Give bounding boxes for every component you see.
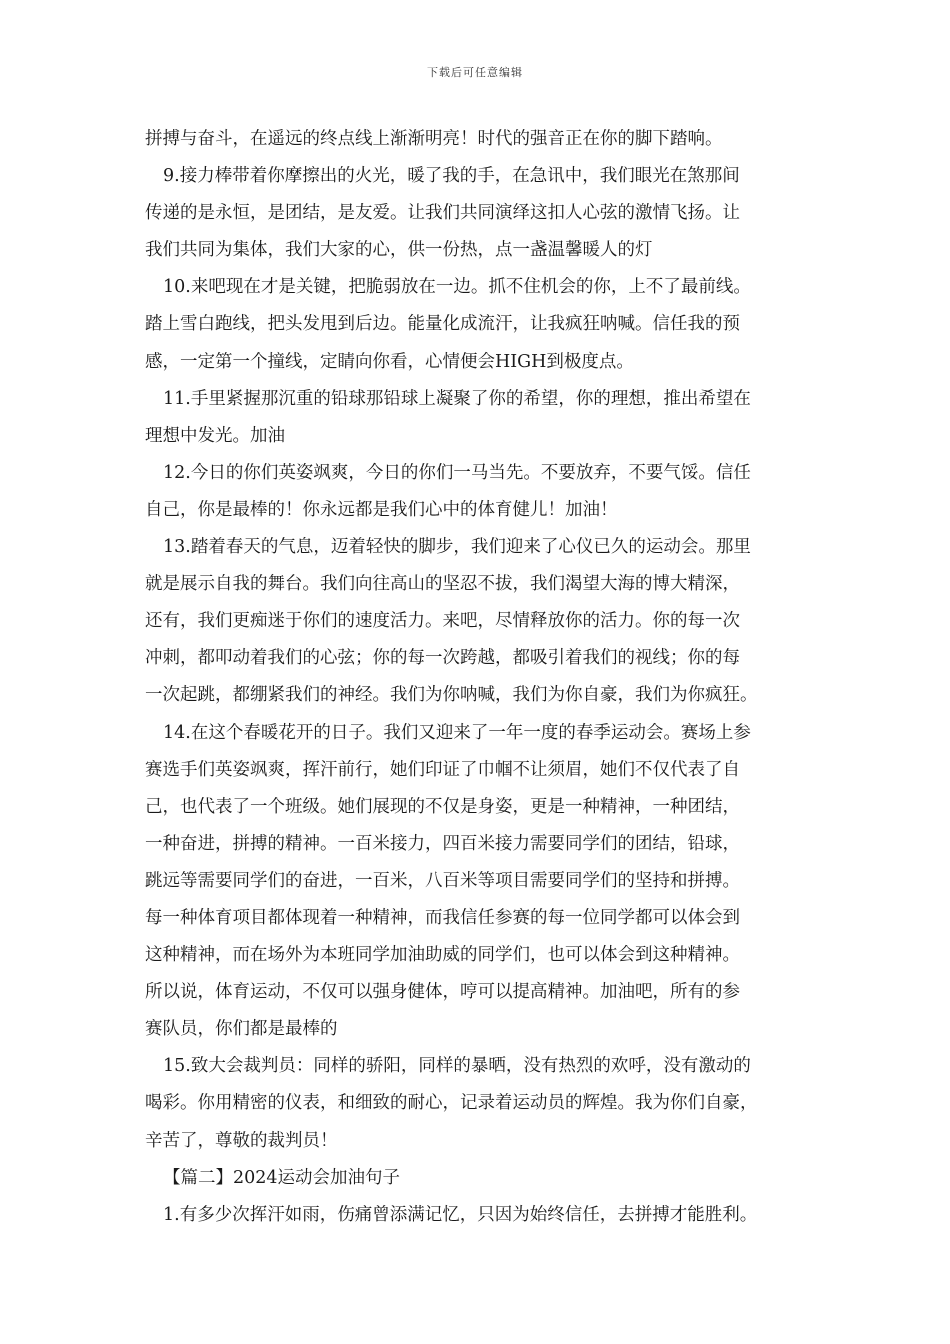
text-line: 理想中发光。加油 [145,425,285,446]
text-line: 一次起跳，都绷紧我们的神经。我们为你呐喊，我们为你自豪，我们为你疯狂。 [145,685,758,706]
text-line: 这种精神，而在场外为本班同学加油助威的同学们，也可以体会到这种精神。 [145,945,740,966]
text-line: 15.致大会裁判员：同样的骄阳，同样的暴晒，没有热烈的欢呼，没有激动的 [163,1056,751,1077]
page-header: 下载后可任意编辑 [427,66,523,79]
text-line: 踏上雪白跑线，把头发甩到后边。能量化成流汗，让我疯狂呐喊。信任我的预 [145,314,740,335]
text-line: 【篇二】2024运动会加油句子 [163,1167,401,1188]
text-line: 感，一定第一个撞线，定睛向你看，心情便会HIGH到极度点。 [145,351,634,372]
text-line: 一种奋进，拼搏的精神。一百米接力，四百米接力需要同学们的团结，铅球， [145,833,740,854]
text-line: 自己，你是最棒的！你永远都是我们心中的体育健儿！加油！ [145,499,618,520]
text-line: 传递的是永恒，是团结，是友爱。让我们共同演绎这扣人心弦的激情飞扬。让 [145,203,740,224]
text-line: 11.手里紧握那沉重的铅球那铅球上凝聚了你的希望，你的理想，推出希望在 [163,388,751,409]
text-line: 跳远等需要同学们的奋进，一百米，八百米等项目需要同学们的坚持和拼搏。 [145,870,740,891]
text-line: 己，也代表了一个班级。她们展现的不仅是身姿，更是一种精神，一种团结， [145,796,740,817]
text-line: 14.在这个春暖花开的日子。我们又迎来了一年一度的春季运动会。赛场上参 [163,722,751,743]
text-line: 9.接力棒带着你摩擦出的火光，暖了我的手，在急讯中，我们眼光在煞那间 [163,166,740,187]
text-line: 我们共同为集体，我们大家的心，供一份热，点一盏温馨暖人的灯 [145,240,653,261]
text-line: 12.今日的你们英姿飒爽，今日的你们一马当先。不要放弃，不要气馁。信任 [163,462,751,483]
text-line: 辛苦了，尊敬的裁判员！ [145,1130,338,1151]
text-line: 赛队员，你们都是最棒的 [145,1019,338,1040]
text-line: 每一种体育项目都体现着一种精神，而我信任参赛的每一位同学都可以体会到 [145,907,740,928]
text-line: 赛选手们英姿飒爽，挥汗前行，她们印证了巾帼不让须眉，她们不仅代表了自 [145,759,740,780]
text-line: 拼搏与奋斗，在遥远的终点线上渐渐明亮！时代的强音正在你的脚下踏响。 [145,129,723,149]
text-line: 所以说，体育运动，不仅可以强身健体，哼可以提高精神。加油吧，所有的参 [145,982,740,1003]
document-body [145,121,825,1234]
text-line: 10.来吧现在才是关键，把脆弱放在一边。抓不住机会的你，上不了最前线。 [163,277,751,298]
text-line: 还有，我们更痴迷于你们的速度活力。来吧，尽情释放你的活力。你的每一次 [145,611,740,632]
text-line: 冲刺，都叩动着我们的心弦；你的每一次跨越，都吸引着我们的视线；你的每 [145,648,740,669]
text-line: 1.有多少次挥汗如雨，伤痛曾添满记忆，只因为始终信任，去拼搏才能胜利。 [163,1204,758,1225]
text-line: 就是展示自我的舞台。我们向往高山的坚忍不拔，我们渴望大海的博大精深， [145,574,740,595]
text-line: 喝彩。你用精密的仪表，和细致的耐心，记录着运动员的辉煌。我为你们自豪， [145,1093,758,1114]
text-line: 13.踏着春天的气息，迈着轻快的脚步，我们迎来了心仪已久的运动会。那里 [163,537,751,558]
